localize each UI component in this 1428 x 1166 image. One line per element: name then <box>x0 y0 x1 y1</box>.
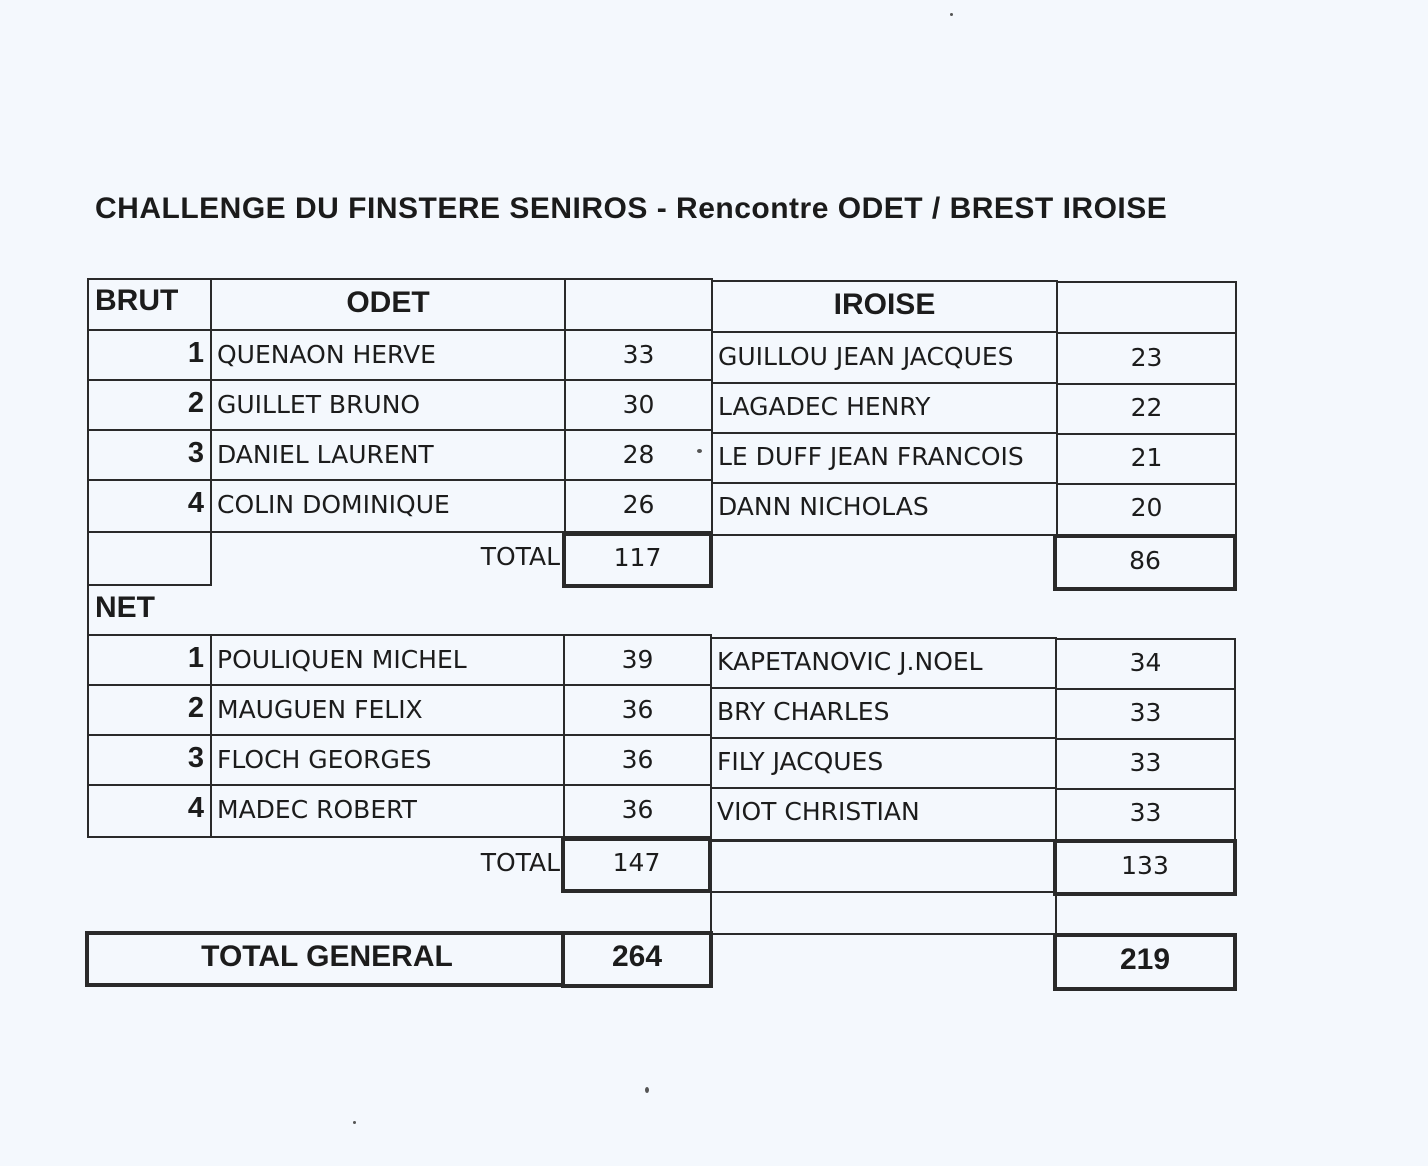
player-score: 33 <box>1129 798 1162 827</box>
player-name: FLOCH GEORGES <box>217 745 432 774</box>
player-score: 20 <box>1130 493 1163 522</box>
rank-number: 2 <box>187 387 204 419</box>
spacer-rule <box>710 933 1057 935</box>
player-name: POULIQUEN MICHEL <box>217 645 467 674</box>
team-b-score-header-cell <box>1056 281 1237 334</box>
net-left-rule <box>87 584 89 636</box>
player-score: 26 <box>622 490 655 519</box>
brut-total-a: 117 <box>613 543 662 572</box>
player-name: KAPETANOVIC J.NOEL <box>717 647 983 676</box>
total-general-b: 219 <box>1119 943 1171 976</box>
brut-total-rank-cell <box>87 531 212 586</box>
paper-speck <box>697 449 702 453</box>
net-total-label: TOTAL <box>480 848 560 877</box>
net-label: NET <box>95 591 155 624</box>
player-name: LAGADEC HENRY <box>718 392 931 421</box>
total-general-label: TOTAL GENERAL <box>201 940 453 973</box>
player-score: 28 <box>622 440 655 469</box>
player-name: COLIN DOMINIQUE <box>217 490 450 519</box>
player-name: MAUGUEN FELIX <box>217 695 423 724</box>
player-name: MADEC ROBERT <box>217 795 417 824</box>
player-score: 33 <box>622 340 655 369</box>
net-total-a: 147 <box>612 848 661 877</box>
spacer-rule <box>1055 894 1057 936</box>
player-score: 30 <box>622 390 655 419</box>
player-name: BRY CHARLES <box>717 697 890 726</box>
team-a-score-header-cell <box>564 278 713 331</box>
player-name: GUILLET BRUNO <box>217 390 421 419</box>
rank-number: 4 <box>187 792 204 824</box>
paper-speck <box>645 1087 649 1093</box>
spacer-rule <box>710 891 712 935</box>
team-a-header: ODET <box>346 286 430 319</box>
player-score: 22 <box>1130 393 1163 422</box>
paper-speck <box>353 1121 356 1124</box>
brut-label: BRUT <box>95 284 179 317</box>
net-total-middle-cell <box>710 840 1057 893</box>
player-name: FILY JACQUES <box>717 747 884 776</box>
player-score: 34 <box>1129 648 1162 677</box>
rank-number: 2 <box>187 692 204 724</box>
rank-number: 1 <box>187 337 204 369</box>
player-score: 36 <box>621 745 654 774</box>
player-name: DANIEL LAURENT <box>217 440 434 469</box>
player-score: 23 <box>1130 343 1163 372</box>
document-title: CHALLENGE DU FINSTERE SENIROS - Rencontre ODET / BREST IROISE <box>95 192 1168 225</box>
player-score: 39 <box>621 645 654 674</box>
player-name: LE DUFF JEAN FRANCOIS <box>718 442 1024 471</box>
player-score: 36 <box>621 695 654 724</box>
player-score: 36 <box>621 795 654 824</box>
team-b-header: IROISE <box>833 288 936 321</box>
net-total-b: 133 <box>1121 851 1169 880</box>
rank-number: 4 <box>187 487 204 519</box>
player-name: GUILLOU JEAN JACQUES <box>718 342 1014 371</box>
brut-total-b: 86 <box>1129 546 1161 575</box>
total-general-a: 264 <box>611 940 663 973</box>
player-score: 33 <box>1129 748 1162 777</box>
paper-speck <box>950 13 953 16</box>
brut-total-label: TOTAL <box>480 542 560 571</box>
player-name: DANN NICHOLAS <box>718 492 929 521</box>
rank-number: 3 <box>187 742 204 774</box>
player-score: 21 <box>1130 443 1163 472</box>
rank-number: 3 <box>187 437 204 469</box>
player-score: 33 <box>1129 698 1162 727</box>
player-name: QUENAON HERVE <box>217 340 436 369</box>
player-name: VIOT CHRISTIAN <box>717 797 920 826</box>
rank-number: 1 <box>187 642 204 674</box>
